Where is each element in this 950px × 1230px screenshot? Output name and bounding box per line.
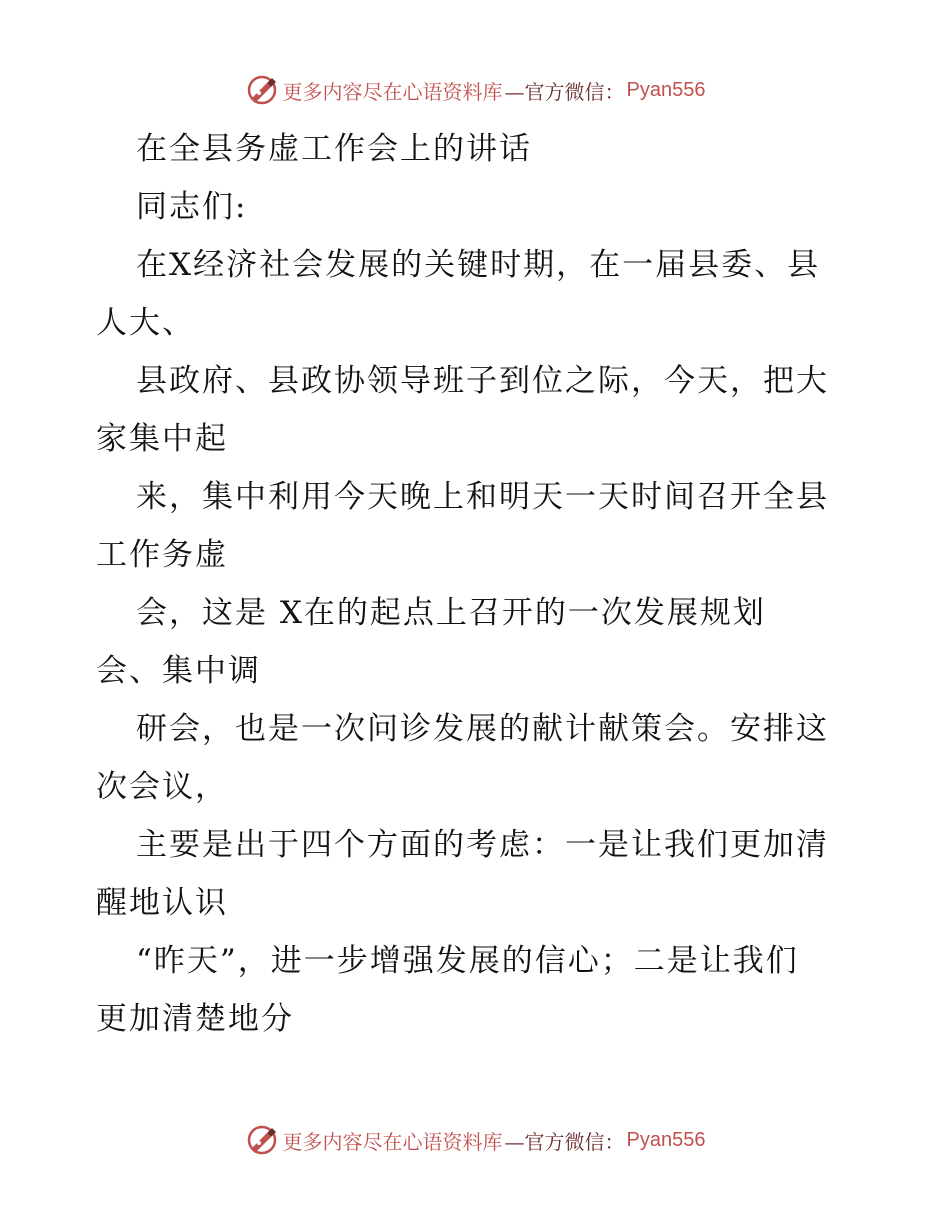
document-body [96, 120, 856, 1048]
paragraph-line: 县政府、县政协领导班子到位之际，今天，把大 [136, 363, 829, 399]
watermark-red-text: 更多内容尽在心语资料库 [282, 79, 503, 104]
paragraph-line-wrap: 更加清楚地分 [96, 1001, 294, 1037]
paragraph-line-wrap: 家集中起 [96, 421, 228, 457]
watermark-red-text: 更多内容尽在心语资料库 [282, 1129, 503, 1154]
paragraph-line: 来，集中利用今天晚上和明天一天时间召开全县 [136, 479, 829, 515]
paragraph-line-wrap: 醒地认识 [96, 885, 228, 921]
watermark-footer [0, 1120, 950, 1160]
paragraph-line-wrap: 人大、 [96, 305, 195, 341]
watermark-dark-text: —官方微信： [504, 79, 625, 104]
paragraph-line-wrap: 次会议， [96, 769, 228, 805]
paragraph-line: 在X经济社会发展的关键时期，在一届县委、县 [136, 247, 821, 283]
paragraph-line: 研会，也是一次问诊发展的献计献策会。安排这 [136, 711, 829, 747]
document-title: 在全县务虚工作会上的讲话 [136, 131, 532, 167]
watermark-dark-text: —官方微信： [504, 1129, 625, 1154]
watermark-id: Pyan556 [626, 1128, 706, 1151]
watermark-id: Pyan556 [626, 78, 706, 101]
paragraph-line-wrap: 工作务虚 [96, 537, 228, 573]
watermark-header [0, 70, 950, 110]
salutation: 同志们: [136, 189, 248, 225]
pen-logo-icon [245, 1123, 279, 1157]
paragraph-line: 会，这是 X在的起点上召开的一次发展规划 [136, 595, 766, 631]
paragraph-line: 主要是出于四个方面的考虑：一是让我们更加清 [136, 827, 829, 863]
paragraph-line: “昨天”，进一步增强发展的信心；二是让我们 [136, 943, 799, 979]
paragraph-line-wrap: 会、集中调 [96, 653, 261, 689]
pen-logo-icon [245, 73, 279, 107]
